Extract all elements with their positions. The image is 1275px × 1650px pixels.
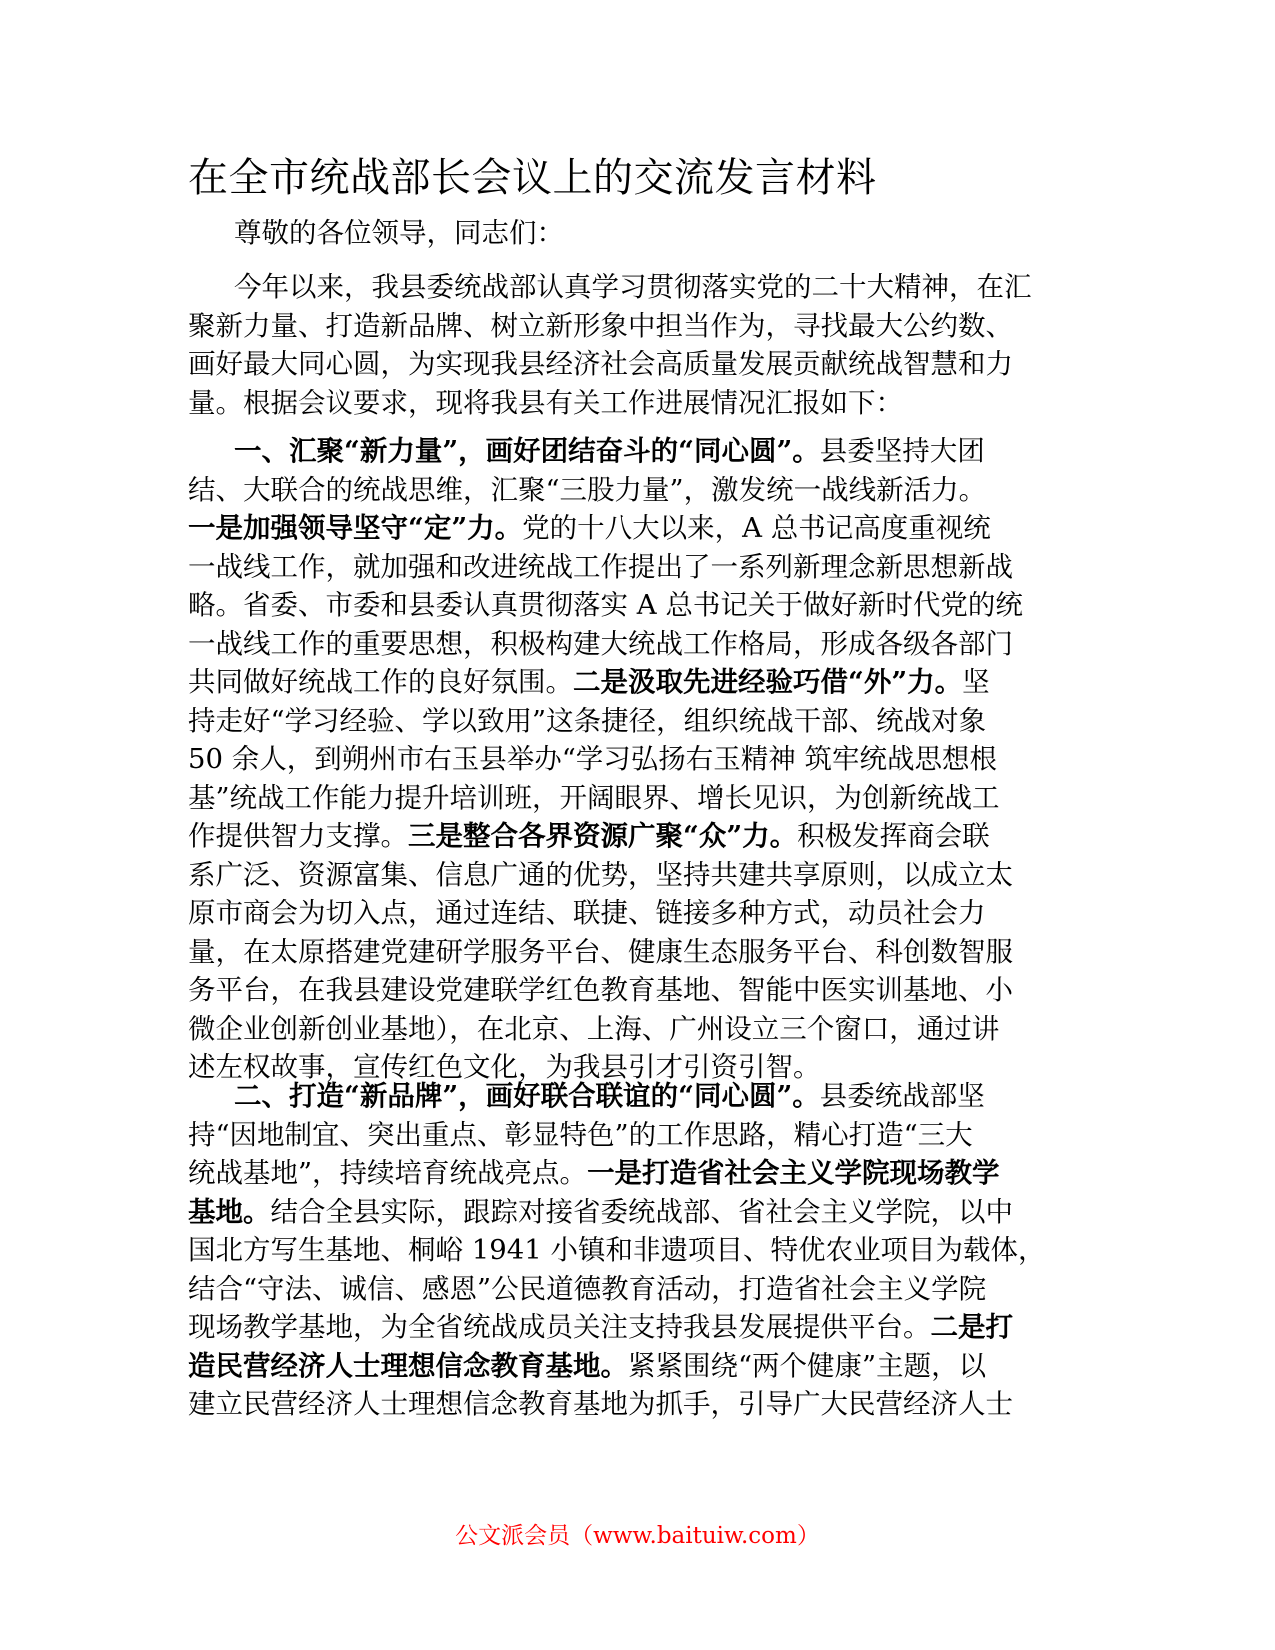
section-1-paragraph [188,432,1081,1087]
subpoint-heading: 三是整合各界资源广聚“众”力。 [408,820,798,852]
paragraph-line: 结、大联合的统战思维，汇聚“三股力量”，激发统一战线新活力。 [188,473,987,506]
paragraph-line: 一是加强领导坚守“定”力。党的十八大以来，A 总书记高度重视统 [188,512,991,544]
paragraph-line: 作提供智力支撑。三是整合各界资源广聚“众”力。积极发挥商会联 [188,820,990,852]
document-title: 在全市统战部长会议上的交流发言材料 [188,155,877,201]
paragraph-line: 共同做好统战工作的良好氛围。二是汲取先进经验巧借“外”力。坚 [188,666,990,698]
paragraph-line: 系广泛、资源富集、信息广通的优势，坚持共建共享原则，以成立太 [188,858,1013,891]
salutation-block [188,214,1081,253]
subpoint-heading: 一是打造省社会主义学院现场教学 [587,1157,1000,1189]
paragraph-line: 量。根据会议要求，现将我县有关工作进展情况汇报如下： [188,386,903,419]
intro-paragraph [188,268,1081,422]
section-heading: 一、汇聚“新力量”，画好团结奋斗的“同心圆”。 [234,435,820,467]
section-2-paragraph [188,1077,1081,1424]
paragraph-line: 持走好“学习经验、学以致用”这条捷径，组织统战干部、统战对象 [188,704,987,737]
paragraph-line: 述左权故事，宣传红色文化，为我县引才引资引智。 [188,1051,821,1083]
paragraph-line: 持“因地制宜、突出重点、彰显特色”的工作思路，精心打造“三大 [188,1118,973,1151]
paragraph-line: 一战线工作，就加强和改进统战工作提出了一系列新理念新思想新战 [188,550,1013,583]
salutation: 尊敬的各位领导，同志们： [234,217,564,249]
paragraph-line: 国北方写生基地、桐峪 1941 小镇和非遗项目、特优农业项目为载体， [188,1234,1046,1266]
subpoint-heading: 基地。 [188,1195,271,1228]
paragraph-line: 50 余人，到朔州市右玉县举办“学习弘扬右玉精神 筑牢统战思想根 [188,743,998,775]
paragraph-line: 建立民营经济人士理想信念教育基地为抓手，引导广大民营经济人士 [188,1388,1013,1420]
subpoint-heading: 造民营经济人士理想信念教育基地。 [188,1349,628,1382]
subpoint-heading: 二是打 [930,1311,1013,1343]
paragraph-line: 二、打造“新品牌”，画好联合联谊的“同心圆”。县委统战部坚 [234,1080,985,1112]
paragraph-line: 基”统战工作能力提升培训班，开阔眼界、增长见识，为创新统战工 [188,781,1000,814]
paragraph-line: 聚新力量、打造新品牌、树立新形象中担当作为，寻找最大公约数、 [188,309,1013,342]
paragraph-line: 务平台，在我县建设党建联学红色教育基地、智能中医实训基地、小 [188,974,1013,1006]
paragraph-line: 原市商会为切入点，通过连结、联捷、链接多种方式，动员社会力 [188,897,986,929]
paragraph-line: 基地。结合全县实际，跟踪对接省委统战部、省社会主义学院，以中 [188,1195,1013,1228]
paragraph-line: 现场教学基地，为全省统战成员关注支持我县发展提供平台。二是打 [188,1311,1013,1343]
footer-watermark-link[interactable]: 公文派会员（www.baituiw.com） [455,1523,820,1549]
paragraph-line: 画好最大同心圆，为实现我县经济社会高质量发展贡献统战智慧和力 [188,348,1013,380]
paragraph-line: 略。省委、市委和县委认真贯彻落实 A 总书记关于做好新时代党的统 [188,589,1023,621]
paragraph-line: 结合“守法、诚信、感恩”公民道德教育活动，打造省社会主义学院 [188,1272,987,1305]
paragraph-line: 统战基地”，持续培育统战亮点。一是打造省社会主义学院现场教学 [188,1157,1000,1189]
section-heading: 二、打造“新品牌”，画好联合联谊的“同心圆”。 [234,1080,820,1112]
subpoint-heading: 一是加强领导坚守“定”力。 [188,512,523,544]
paragraph-line: 量，在太原搭建党建研学服务平台、健康生态服务平台、科创数智服 [188,935,1013,968]
paragraph-line: 一、汇聚“新力量”，画好团结奋斗的“同心圆”。县委坚持大团 [234,435,985,467]
paragraph-line: 造民营经济人士理想信念教育基地。紧紧围绕“两个健康”主题，以 [188,1349,987,1382]
paragraph-line: 今年以来，我县委统战部认真学习贯彻落实党的二十大精神，在汇 [234,271,1032,303]
paragraph-line: 一战线工作的重要思想，积极构建大统战工作格局，形成各级各部门 [188,627,1013,660]
paragraph-line: 微企业创新创业基地），在北京、上海、广州设立三个窗口，通过讲 [188,1012,1000,1045]
subpoint-heading: 二是汲取先进经验巧借“外”力。 [573,666,963,698]
